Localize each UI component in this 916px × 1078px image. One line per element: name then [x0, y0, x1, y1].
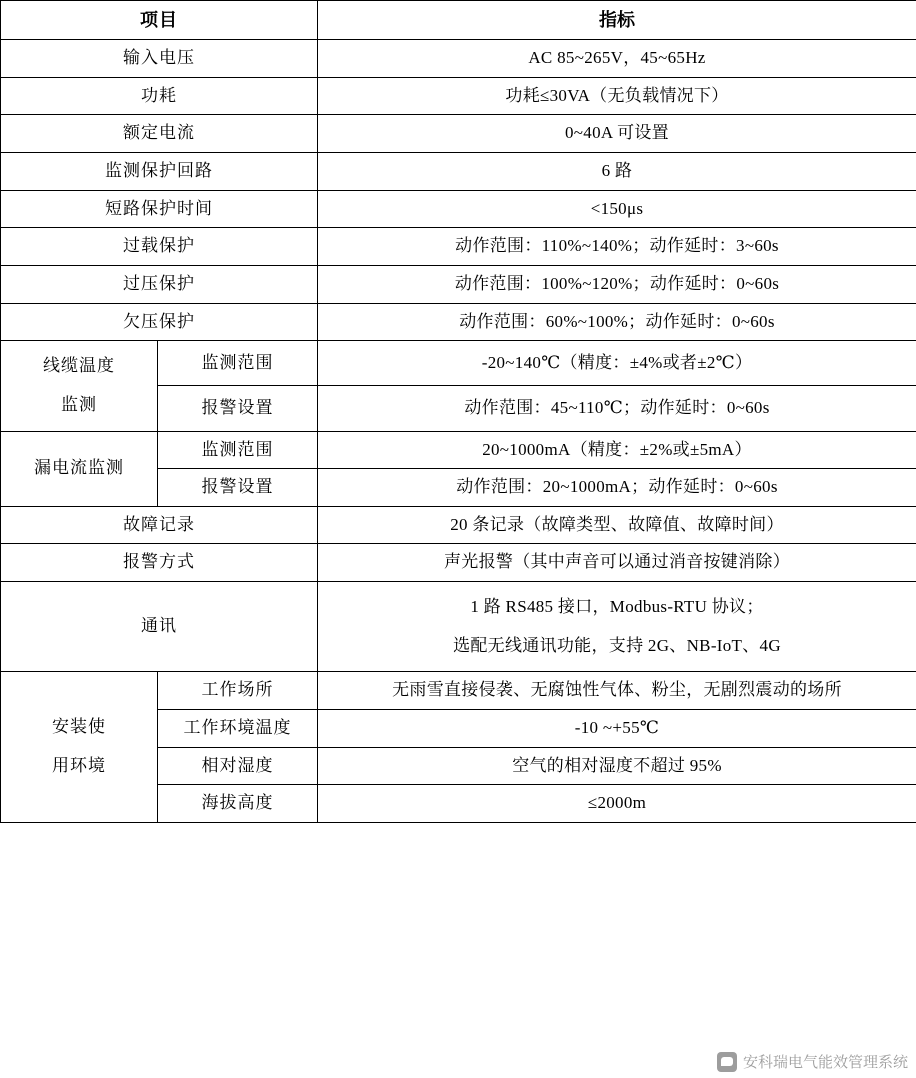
row-item-label: 报警方式 — [1, 544, 318, 582]
row-group-label-installation-environment — [1, 672, 158, 823]
table-header-row — [1, 1, 916, 40]
row-value: 20~1000mA（精度：±2%或±5mA） — [318, 431, 916, 469]
row-sub-label: 相对湿度 — [158, 747, 318, 785]
table-row — [1, 190, 916, 228]
row-value: 20 条记录（故障类型、故障值、故障时间） — [318, 506, 916, 544]
row-value: 无雨雪直接侵袭、无腐蚀性气体、粉尘，无剧烈震动的场所 — [318, 672, 916, 710]
table-body — [1, 1, 916, 823]
row-value: 动作范围：100%~120%；动作延时：0~60s — [318, 265, 916, 303]
table-row — [1, 341, 916, 386]
row-item-label: 输入电压 — [1, 40, 318, 78]
row-value: AC 85~265V，45~65Hz — [318, 40, 916, 78]
group-label-line2: 监测 — [61, 394, 97, 414]
row-value: -10 ~+55℃ — [318, 709, 916, 747]
row-value: 6 路 — [318, 153, 916, 191]
row-sub-label: 工作环境温度 — [158, 709, 318, 747]
row-value: 声光报警（其中声音可以通过消音按键消除） — [318, 544, 916, 582]
row-value: 功耗≤30VA（无负载情况下） — [318, 77, 916, 115]
table-row — [1, 303, 916, 341]
row-sub-label: 报警设置 — [158, 386, 318, 431]
row-value: <150μs — [318, 190, 916, 228]
row-group-label-cable-temperature — [1, 341, 158, 431]
column-header-value: 指标 — [318, 1, 916, 40]
row-value-multiline — [318, 582, 916, 672]
table-row — [1, 672, 916, 710]
table-row — [1, 582, 916, 672]
group-label-line1: 线缆温度 — [43, 356, 115, 376]
group-label-line2: 用环境 — [52, 756, 106, 776]
table-row — [1, 115, 916, 153]
row-sub-label: 报警设置 — [158, 469, 318, 507]
row-value: 动作范围：60%~100%；动作延时：0~60s — [318, 303, 916, 341]
row-item-label: 过载保护 — [1, 228, 318, 266]
table-row — [1, 77, 916, 115]
row-value: ≤2000m — [318, 785, 916, 823]
table-row — [1, 544, 916, 582]
row-group-label-leakage-current: 漏电流监测 — [1, 431, 158, 506]
column-header-item: 项目 — [1, 1, 318, 40]
row-value: 动作范围：110%~140%；动作延时：3~60s — [318, 228, 916, 266]
row-sub-label: 海拔高度 — [158, 785, 318, 823]
watermark-text: 安科瑞电气能效管理系统 — [742, 1054, 908, 1071]
row-sub-label: 监测范围 — [158, 341, 318, 386]
row-value: -20~140℃（精度：±4%或者±2℃） — [318, 341, 916, 386]
row-value: 0~40A 可设置 — [318, 115, 916, 153]
group-label-line1: 安装使 — [52, 717, 106, 737]
wechat-logo-icon — [717, 1052, 737, 1072]
row-item-label: 过压保护 — [1, 265, 318, 303]
row-sub-label: 工作场所 — [158, 672, 318, 710]
row-value-line1: 1 路 RS485 接口，Modbus-RTU 协议； — [470, 597, 764, 617]
table-row — [1, 506, 916, 544]
row-item-label: 额定电流 — [1, 115, 318, 153]
table-row — [1, 40, 916, 78]
row-value: 动作范围：45~110℃；动作延时：0~60s — [318, 386, 916, 431]
row-item-label: 功耗 — [1, 77, 318, 115]
row-item-label: 欠压保护 — [1, 303, 318, 341]
table-row — [1, 228, 916, 266]
table-row — [1, 153, 916, 191]
row-value-line2: 选配无线通讯功能，支持 2G、NB-IoT、4G — [453, 635, 781, 655]
table-row — [1, 431, 916, 469]
row-value: 空气的相对湿度不超过 95% — [318, 747, 916, 785]
row-value: 动作范围：20~1000mA；动作延时：0~60s — [318, 469, 916, 507]
row-item-label: 短路保护时间 — [1, 190, 318, 228]
watermark — [717, 1051, 908, 1072]
row-item-label: 监测保护回路 — [1, 153, 318, 191]
row-sub-label: 监测范围 — [158, 431, 318, 469]
row-item-label: 通讯 — [1, 582, 318, 672]
table-row — [1, 265, 916, 303]
row-item-label: 故障记录 — [1, 506, 318, 544]
